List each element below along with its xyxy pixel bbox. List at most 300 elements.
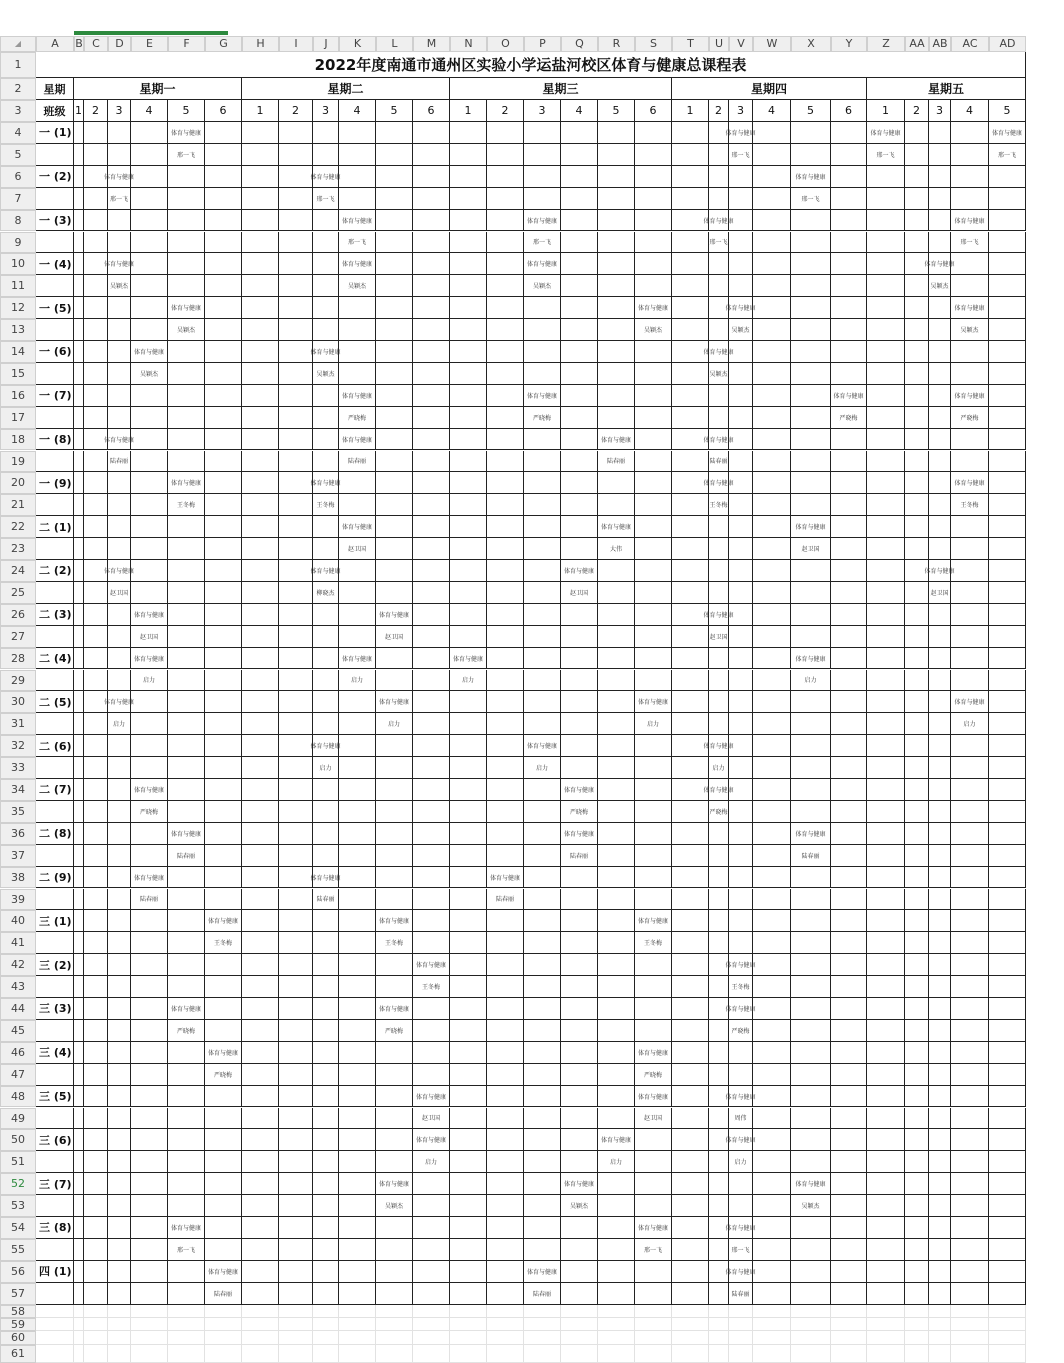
schedule-cell[interactable]: [376, 1151, 413, 1173]
schedule-cell[interactable]: [450, 210, 487, 232]
schedule-cell[interactable]: [84, 1283, 108, 1305]
schedule-cell[interactable]: [709, 275, 729, 297]
row-header-45[interactable]: 45: [0, 1020, 36, 1042]
lesson-subject[interactable]: 体育与健康: [313, 735, 339, 757]
schedule-cell[interactable]: [108, 1283, 131, 1305]
schedule-cell[interactable]: [989, 560, 1026, 582]
schedule-cell[interactable]: [672, 1195, 709, 1217]
schedule-cell[interactable]: [929, 801, 951, 823]
class-name[interactable]: 一 (8): [36, 429, 74, 451]
lesson-subject[interactable]: 体育与健康: [205, 1042, 242, 1064]
schedule-cell[interactable]: [831, 954, 867, 976]
lesson-teacher[interactable]: 赵卫国: [791, 538, 831, 560]
empty-cell[interactable]: [339, 1318, 376, 1331]
schedule-cell[interactable]: [905, 1129, 929, 1151]
schedule-cell[interactable]: [753, 801, 791, 823]
empty-cell[interactable]: [450, 1331, 487, 1345]
schedule-cell[interactable]: [635, 1020, 672, 1042]
schedule-cell[interactable]: [74, 253, 84, 275]
schedule-cell[interactable]: [450, 1173, 487, 1195]
schedule-cell[interactable]: [951, 1086, 989, 1108]
schedule-cell[interactable]: [108, 385, 131, 407]
schedule-cell[interactable]: [905, 1086, 929, 1108]
lesson-subject[interactable]: 体育与健康: [561, 560, 598, 582]
schedule-cell[interactable]: [339, 998, 376, 1020]
schedule-cell[interactable]: [524, 494, 561, 516]
schedule-cell[interactable]: [376, 889, 413, 911]
schedule-cell[interactable]: [131, 232, 168, 254]
schedule-cell[interactable]: [84, 670, 108, 692]
lesson-subject[interactable]: 体育与健康: [729, 954, 753, 976]
schedule-cell[interactable]: [561, 341, 598, 363]
schedule-cell[interactable]: [989, 867, 1026, 889]
schedule-cell[interactable]: [524, 188, 561, 210]
schedule-cell[interactable]: [205, 407, 242, 429]
column-header-k[interactable]: K: [339, 36, 376, 52]
empty-cell[interactable]: [989, 1305, 1026, 1318]
row-header-56[interactable]: 56: [0, 1261, 36, 1283]
schedule-cell[interactable]: [598, 582, 635, 604]
empty-cell[interactable]: [929, 1345, 951, 1363]
schedule-cell[interactable]: [108, 319, 131, 341]
schedule-cell[interactable]: [108, 845, 131, 867]
schedule-cell[interactable]: [487, 319, 524, 341]
schedule-cell[interactable]: [487, 582, 524, 604]
lesson-subject[interactable]: 体育与健康: [108, 253, 131, 275]
schedule-cell[interactable]: [279, 1283, 313, 1305]
schedule-cell[interactable]: [635, 735, 672, 757]
schedule-cell[interactable]: [339, 472, 376, 494]
class-name-spacer[interactable]: [36, 1239, 74, 1261]
schedule-cell[interactable]: [561, 253, 598, 275]
schedule-cell[interactable]: [487, 1173, 524, 1195]
schedule-cell[interactable]: [905, 1283, 929, 1305]
lesson-teacher[interactable]: 王冬梅: [313, 494, 339, 516]
class-name-spacer[interactable]: [36, 582, 74, 604]
empty-cell[interactable]: [598, 1318, 635, 1331]
schedule-cell[interactable]: [524, 976, 561, 998]
column-header-d[interactable]: D: [108, 36, 131, 52]
schedule-cell[interactable]: [709, 385, 729, 407]
schedule-cell[interactable]: [791, 626, 831, 648]
schedule-cell[interactable]: [709, 932, 729, 954]
schedule-cell[interactable]: [131, 1086, 168, 1108]
schedule-cell[interactable]: [84, 516, 108, 538]
schedule-cell[interactable]: [867, 954, 905, 976]
schedule-cell[interactable]: [867, 232, 905, 254]
empty-cell[interactable]: [74, 1305, 84, 1318]
empty-cell[interactable]: [108, 1305, 131, 1318]
empty-cell[interactable]: [279, 1305, 313, 1318]
schedule-cell[interactable]: [205, 779, 242, 801]
row-header-25[interactable]: 25: [0, 582, 36, 604]
schedule-cell[interactable]: [989, 1283, 1026, 1305]
lesson-teacher[interactable]: 邢一飞: [108, 188, 131, 210]
lesson-teacher[interactable]: 邢一飞: [709, 232, 729, 254]
schedule-cell[interactable]: [487, 144, 524, 166]
schedule-cell[interactable]: [561, 122, 598, 144]
class-name-spacer[interactable]: [36, 976, 74, 998]
schedule-cell[interactable]: [376, 954, 413, 976]
schedule-cell[interactable]: [635, 472, 672, 494]
lesson-teacher[interactable]: 严晓梅: [524, 407, 561, 429]
schedule-cell[interactable]: [376, 976, 413, 998]
lesson-teacher[interactable]: 邢一飞: [168, 144, 205, 166]
lesson-teacher[interactable]: 启力: [413, 1151, 450, 1173]
class-name[interactable]: 三 (2): [36, 954, 74, 976]
schedule-cell[interactable]: [376, 275, 413, 297]
schedule-cell[interactable]: [84, 1042, 108, 1064]
lesson-teacher[interactable]: 吴颖杰: [339, 275, 376, 297]
schedule-cell[interactable]: [929, 1020, 951, 1042]
schedule-cell[interactable]: [709, 976, 729, 998]
schedule-cell[interactable]: [376, 429, 413, 451]
period-header[interactable]: 5: [168, 100, 205, 122]
schedule-cell[interactable]: [84, 494, 108, 516]
empty-cell[interactable]: [313, 1345, 339, 1363]
schedule-cell[interactable]: [598, 319, 635, 341]
schedule-cell[interactable]: [598, 1086, 635, 1108]
schedule-cell[interactable]: [524, 648, 561, 670]
schedule-cell[interactable]: [929, 1086, 951, 1108]
column-header-ad[interactable]: AD: [989, 36, 1026, 52]
schedule-cell[interactable]: [635, 494, 672, 516]
schedule-cell[interactable]: [205, 385, 242, 407]
schedule-cell[interactable]: [929, 516, 951, 538]
column-header-y[interactable]: Y: [831, 36, 867, 52]
lesson-subject[interactable]: 体育与健康: [951, 297, 989, 319]
schedule-cell[interactable]: [709, 1064, 729, 1086]
schedule-cell[interactable]: [831, 604, 867, 626]
schedule-cell[interactable]: [313, 319, 339, 341]
empty-cell[interactable]: [831, 1345, 867, 1363]
schedule-cell[interactable]: [450, 932, 487, 954]
empty-cell[interactable]: [598, 1305, 635, 1318]
schedule-cell[interactable]: [672, 363, 709, 385]
select-all-corner[interactable]: ◢: [0, 36, 36, 52]
schedule-cell[interactable]: [753, 1020, 791, 1042]
schedule-cell[interactable]: [989, 407, 1026, 429]
schedule-cell[interactable]: [524, 429, 561, 451]
schedule-cell[interactable]: [831, 472, 867, 494]
lesson-subject[interactable]: 体育与健康: [168, 122, 205, 144]
schedule-cell[interactable]: [84, 451, 108, 473]
schedule-cell[interactable]: [791, 713, 831, 735]
empty-cell[interactable]: [376, 1318, 413, 1331]
schedule-cell[interactable]: [242, 1064, 279, 1086]
schedule-cell[interactable]: [84, 1064, 108, 1086]
lesson-subject[interactable]: 体育与健康: [313, 341, 339, 363]
schedule-cell[interactable]: [205, 1129, 242, 1151]
schedule-cell[interactable]: [313, 253, 339, 275]
column-header-aa[interactable]: AA: [905, 36, 929, 52]
schedule-cell[interactable]: [951, 648, 989, 670]
lesson-subject[interactable]: 体育与健康: [951, 691, 989, 713]
schedule-cell[interactable]: [450, 1217, 487, 1239]
schedule-cell[interactable]: [313, 429, 339, 451]
weekday-label[interactable]: 星期: [36, 78, 74, 100]
schedule-cell[interactable]: [729, 1064, 753, 1086]
schedule-cell[interactable]: [168, 604, 205, 626]
schedule-cell[interactable]: [450, 626, 487, 648]
schedule-cell[interactable]: [905, 932, 929, 954]
row-header-46[interactable]: 46: [0, 1042, 36, 1064]
schedule-cell[interactable]: [339, 1217, 376, 1239]
schedule-cell[interactable]: [561, 407, 598, 429]
schedule-cell[interactable]: [487, 1195, 524, 1217]
lesson-teacher[interactable]: 严晓梅: [635, 1064, 672, 1086]
lesson-subject[interactable]: 体育与健康: [524, 1261, 561, 1283]
row-header-7[interactable]: 7: [0, 188, 36, 210]
schedule-cell[interactable]: [168, 910, 205, 932]
schedule-cell[interactable]: [450, 144, 487, 166]
schedule-cell[interactable]: [929, 691, 951, 713]
schedule-cell[interactable]: [729, 188, 753, 210]
schedule-cell[interactable]: [205, 538, 242, 560]
schedule-cell[interactable]: [791, 407, 831, 429]
column-header-ab[interactable]: AB: [929, 36, 951, 52]
schedule-cell[interactable]: [205, 1239, 242, 1261]
lesson-subject[interactable]: 体育与健康: [635, 1086, 672, 1108]
column-header-o[interactable]: O: [487, 36, 524, 52]
schedule-cell[interactable]: [413, 691, 450, 713]
schedule-cell[interactable]: [339, 1129, 376, 1151]
lesson-teacher[interactable]: 陆春丽: [131, 889, 168, 911]
schedule-cell[interactable]: [929, 363, 951, 385]
schedule-cell[interactable]: [831, 1217, 867, 1239]
schedule-cell[interactable]: [242, 779, 279, 801]
lesson-subject[interactable]: 体育与健康: [791, 516, 831, 538]
schedule-cell[interactable]: [867, 429, 905, 451]
schedule-cell[interactable]: [524, 297, 561, 319]
empty-cell[interactable]: [242, 1345, 279, 1363]
schedule-cell[interactable]: [561, 1020, 598, 1042]
schedule-cell[interactable]: [339, 1283, 376, 1305]
schedule-cell[interactable]: [729, 604, 753, 626]
schedule-cell[interactable]: [989, 1151, 1026, 1173]
schedule-cell[interactable]: [989, 1108, 1026, 1130]
schedule-cell[interactable]: [791, 976, 831, 998]
schedule-cell[interactable]: [339, 889, 376, 911]
empty-cell[interactable]: [131, 1305, 168, 1318]
schedule-cell[interactable]: [635, 1283, 672, 1305]
schedule-cell[interactable]: [635, 1173, 672, 1195]
schedule-cell[interactable]: [635, 429, 672, 451]
schedule-cell[interactable]: [205, 691, 242, 713]
schedule-cell[interactable]: [313, 1129, 339, 1151]
schedule-cell[interactable]: [524, 1042, 561, 1064]
schedule-cell[interactable]: [74, 1064, 84, 1086]
schedule-cell[interactable]: [929, 166, 951, 188]
schedule-cell[interactable]: [205, 516, 242, 538]
schedule-cell[interactable]: [905, 297, 929, 319]
schedule-cell[interactable]: [487, 122, 524, 144]
schedule-cell[interactable]: [791, 319, 831, 341]
schedule-cell[interactable]: [709, 1042, 729, 1064]
row-header-21[interactable]: 21: [0, 494, 36, 516]
schedule-cell[interactable]: [561, 648, 598, 670]
schedule-cell[interactable]: [867, 1173, 905, 1195]
schedule-cell[interactable]: [242, 1217, 279, 1239]
schedule-cell[interactable]: [561, 998, 598, 1020]
schedule-cell[interactable]: [753, 494, 791, 516]
schedule-cell[interactable]: [867, 604, 905, 626]
schedule-cell[interactable]: [168, 1173, 205, 1195]
schedule-cell[interactable]: [791, 954, 831, 976]
lesson-subject[interactable]: 体育与健康: [339, 385, 376, 407]
schedule-cell[interactable]: [635, 582, 672, 604]
schedule-cell[interactable]: [635, 341, 672, 363]
schedule-cell[interactable]: [951, 275, 989, 297]
empty-cell[interactable]: [131, 1318, 168, 1331]
empty-cell[interactable]: [929, 1305, 951, 1318]
lesson-subject[interactable]: 体育与健康: [729, 122, 753, 144]
schedule-cell[interactable]: [84, 1108, 108, 1130]
schedule-cell[interactable]: [279, 319, 313, 341]
schedule-cell[interactable]: [905, 232, 929, 254]
schedule-cell[interactable]: [313, 1283, 339, 1305]
schedule-cell[interactable]: [339, 1151, 376, 1173]
schedule-cell[interactable]: [108, 648, 131, 670]
schedule-cell[interactable]: [867, 1195, 905, 1217]
lesson-subject[interactable]: 体育与健康: [635, 1217, 672, 1239]
empty-cell[interactable]: [279, 1345, 313, 1363]
schedule-cell[interactable]: [753, 932, 791, 954]
schedule-cell[interactable]: [242, 385, 279, 407]
schedule-cell[interactable]: [279, 1108, 313, 1130]
empty-cell[interactable]: [709, 1331, 729, 1345]
schedule-cell[interactable]: [168, 779, 205, 801]
period-header[interactable]: 1: [450, 100, 487, 122]
schedule-cell[interactable]: [450, 998, 487, 1020]
schedule-cell[interactable]: [635, 845, 672, 867]
schedule-cell[interactable]: [131, 713, 168, 735]
schedule-cell[interactable]: [753, 560, 791, 582]
empty-cell[interactable]: [487, 1318, 524, 1331]
schedule-cell[interactable]: [242, 144, 279, 166]
schedule-cell[interactable]: [74, 867, 84, 889]
schedule-cell[interactable]: [108, 801, 131, 823]
schedule-cell[interactable]: [791, 122, 831, 144]
column-header-b[interactable]: B: [75, 37, 83, 50]
schedule-cell[interactable]: [450, 889, 487, 911]
schedule-cell[interactable]: [84, 823, 108, 845]
schedule-cell[interactable]: [831, 648, 867, 670]
schedule-cell[interactable]: [867, 1042, 905, 1064]
schedule-cell[interactable]: [905, 691, 929, 713]
period-header[interactable]: 6: [413, 100, 450, 122]
schedule-cell[interactable]: [753, 253, 791, 275]
schedule-cell[interactable]: [168, 232, 205, 254]
schedule-cell[interactable]: [672, 253, 709, 275]
class-name-spacer[interactable]: [36, 1064, 74, 1086]
schedule-cell[interactable]: [598, 1217, 635, 1239]
schedule-cell[interactable]: [709, 648, 729, 670]
row-header-41[interactable]: 41: [0, 932, 36, 954]
schedule-cell[interactable]: [108, 735, 131, 757]
schedule-cell[interactable]: [376, 144, 413, 166]
empty-cell[interactable]: [561, 1318, 598, 1331]
schedule-cell[interactable]: [313, 144, 339, 166]
schedule-cell[interactable]: [831, 735, 867, 757]
schedule-cell[interactable]: [951, 538, 989, 560]
lesson-teacher[interactable]: 陆春丽: [524, 1283, 561, 1305]
empty-cell[interactable]: [36, 1318, 74, 1331]
schedule-cell[interactable]: [524, 472, 561, 494]
lesson-teacher[interactable]: 陆春丽: [791, 845, 831, 867]
lesson-subject[interactable]: 体育与健康: [598, 1129, 635, 1151]
lesson-subject[interactable]: 体育与健康: [108, 691, 131, 713]
schedule-cell[interactable]: [168, 648, 205, 670]
column-header-x[interactable]: X: [791, 36, 831, 52]
schedule-cell[interactable]: [131, 472, 168, 494]
schedule-cell[interactable]: [753, 363, 791, 385]
schedule-cell[interactable]: [989, 1195, 1026, 1217]
schedule-cell[interactable]: [951, 976, 989, 998]
schedule-cell[interactable]: [242, 1151, 279, 1173]
schedule-cell[interactable]: [561, 867, 598, 889]
schedule-cell[interactable]: [524, 1173, 561, 1195]
empty-cell[interactable]: [867, 1345, 905, 1363]
schedule-cell[interactable]: [84, 232, 108, 254]
schedule-cell[interactable]: [635, 560, 672, 582]
schedule-cell[interactable]: [672, 1151, 709, 1173]
schedule-cell[interactable]: [313, 626, 339, 648]
row-header-6[interactable]: 6: [0, 166, 36, 188]
schedule-cell[interactable]: [929, 1283, 951, 1305]
schedule-cell[interactable]: [413, 429, 450, 451]
lesson-subject[interactable]: 体育与健康: [168, 823, 205, 845]
schedule-cell[interactable]: [376, 363, 413, 385]
schedule-cell[interactable]: [598, 166, 635, 188]
schedule-cell[interactable]: [561, 670, 598, 692]
schedule-cell[interactable]: [242, 670, 279, 692]
schedule-cell[interactable]: [791, 779, 831, 801]
schedule-cell[interactable]: [791, 429, 831, 451]
schedule-cell[interactable]: [450, 1042, 487, 1064]
schedule-cell[interactable]: [672, 275, 709, 297]
schedule-cell[interactable]: [279, 451, 313, 473]
schedule-cell[interactable]: [989, 1173, 1026, 1195]
empty-cell[interactable]: [905, 1318, 929, 1331]
schedule-cell[interactable]: [929, 144, 951, 166]
lesson-teacher[interactable]: 周伟: [729, 1108, 753, 1130]
schedule-cell[interactable]: [487, 648, 524, 670]
schedule-cell[interactable]: [561, 166, 598, 188]
schedule-cell[interactable]: [729, 823, 753, 845]
schedule-cell[interactable]: [376, 472, 413, 494]
lesson-subject[interactable]: 体育与健康: [376, 910, 413, 932]
schedule-cell[interactable]: [242, 1195, 279, 1217]
schedule-cell[interactable]: [450, 976, 487, 998]
schedule-cell[interactable]: [450, 1239, 487, 1261]
class-name-spacer[interactable]: [36, 363, 74, 385]
schedule-cell[interactable]: [867, 735, 905, 757]
lesson-subject[interactable]: 体育与健康: [867, 122, 905, 144]
schedule-cell[interactable]: [867, 341, 905, 363]
schedule-cell[interactable]: [831, 210, 867, 232]
empty-cell[interactable]: [635, 1331, 672, 1345]
schedule-cell[interactable]: [929, 779, 951, 801]
schedule-cell[interactable]: [598, 385, 635, 407]
schedule-cell[interactable]: [313, 910, 339, 932]
schedule-cell[interactable]: [524, 363, 561, 385]
lesson-teacher[interactable]: 赵卫国: [561, 582, 598, 604]
schedule-cell[interactable]: [929, 429, 951, 451]
lesson-subject[interactable]: 体育与健康: [413, 954, 450, 976]
lesson-teacher[interactable]: 陆春丽: [339, 451, 376, 473]
empty-cell[interactable]: [108, 1331, 131, 1345]
